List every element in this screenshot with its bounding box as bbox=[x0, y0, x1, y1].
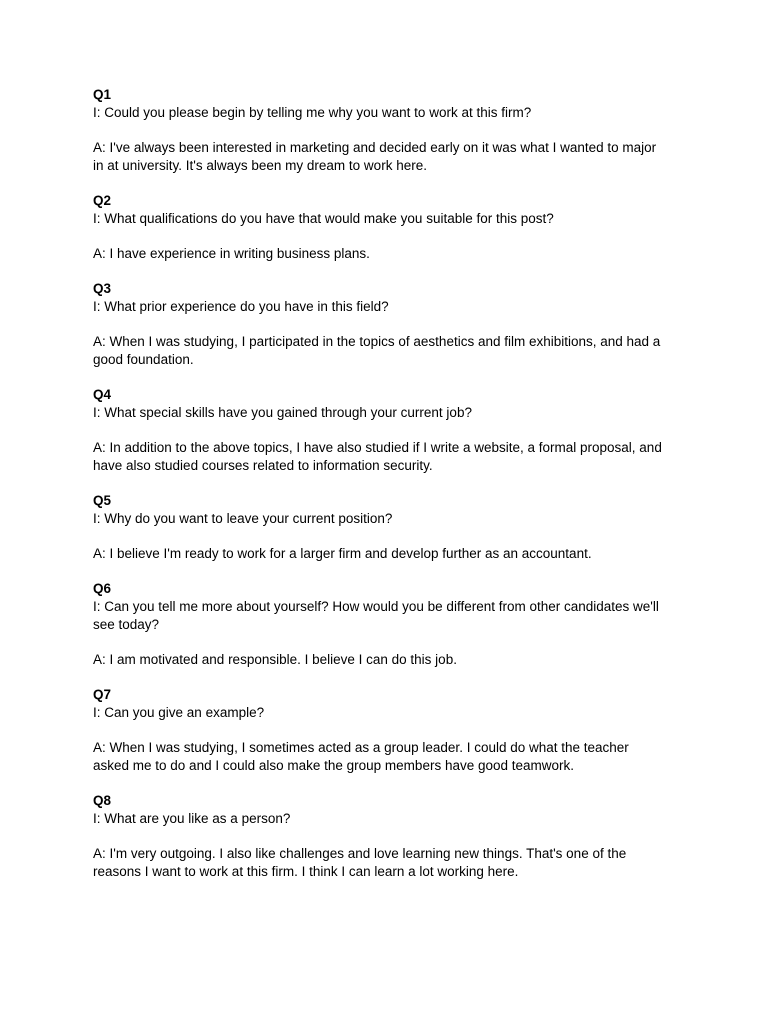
candidate-answer: A: In addition to the above topics, I have also studied if I write a website, a formal proposal, and have also studied courses related to information security. bbox=[93, 440, 662, 473]
spacer bbox=[93, 316, 668, 333]
candidate-answer: A: When I was studying, I sometimes acted as a group leader. I could do what the teacher asked me to do and I could also make the group members have good teamwork. bbox=[93, 740, 629, 773]
question-label: Q7 bbox=[93, 687, 112, 702]
question-label: Q6 bbox=[93, 581, 112, 596]
question-label: Q5 bbox=[93, 493, 112, 508]
interviewer-question: I: What special skills have you gained through your current job? bbox=[93, 405, 472, 420]
question-label: Q2 bbox=[93, 193, 112, 208]
candidate-answer: A: I am motivated and responsible. I believe I can do this job. bbox=[93, 652, 457, 667]
question-label: Q8 bbox=[93, 793, 112, 808]
qa-block-q5 bbox=[93, 492, 668, 563]
interviewer-question: I: Why do you want to leave your current position? bbox=[93, 511, 393, 526]
candidate-answer: A: When I was studying, I participated in the topics of aesthetics and film exhibitions, and had a good foundation. bbox=[93, 334, 661, 367]
spacer bbox=[93, 228, 668, 245]
qa-block-q8 bbox=[93, 792, 668, 881]
spacer bbox=[93, 828, 668, 845]
spacer bbox=[93, 634, 668, 651]
spacer bbox=[93, 528, 668, 545]
qa-block-q4 bbox=[93, 386, 668, 475]
candidate-answer: A: I'm very outgoing. I also like challenges and love learning new things. That's one of the reasons I want to work at this firm. I think I can learn a lot working here. bbox=[93, 846, 627, 879]
qa-block-q1 bbox=[93, 86, 668, 175]
candidate-answer: A: I've always been interested in marketing and decided early on it was what I wanted to major in at university. It's always been my dream to work here. bbox=[93, 140, 657, 173]
interviewer-question: I: What prior experience do you have in this field? bbox=[93, 299, 389, 314]
candidate-answer: A: I believe I'm ready to work for a larger firm and develop further as an accountant. bbox=[93, 546, 592, 561]
qa-block-q2 bbox=[93, 192, 668, 263]
interviewer-question: I: Could you please begin by telling me why you want to work at this firm? bbox=[93, 105, 532, 120]
qa-block-q7 bbox=[93, 686, 668, 775]
interviewer-question: I: Can you give an example? bbox=[93, 705, 265, 720]
interviewer-question: I: What qualifications do you have that would make you suitable for this post? bbox=[93, 211, 554, 226]
spacer bbox=[93, 122, 668, 139]
interviewer-question: I: Can you tell me more about yourself? How would you be different from other candidates we'll see today? bbox=[93, 599, 659, 632]
qa-block-q3 bbox=[93, 280, 668, 369]
candidate-answer: A: I have experience in writing business plans. bbox=[93, 246, 370, 261]
interviewer-question: I: What are you like as a person? bbox=[93, 811, 291, 826]
question-label: Q1 bbox=[93, 87, 112, 102]
spacer bbox=[93, 422, 668, 439]
question-label: Q4 bbox=[93, 387, 112, 402]
question-label: Q3 bbox=[93, 281, 112, 296]
spacer bbox=[93, 722, 668, 739]
qa-block-q6 bbox=[93, 580, 668, 669]
